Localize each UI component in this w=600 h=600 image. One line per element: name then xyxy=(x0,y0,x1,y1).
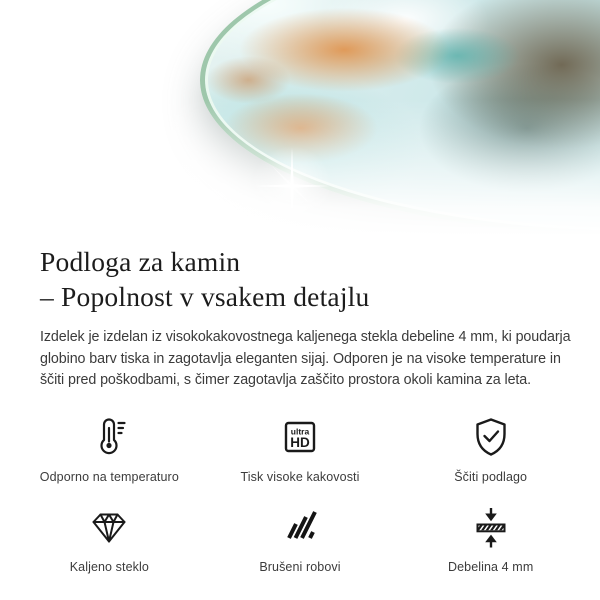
feature-label: Odporno na temperaturo xyxy=(39,469,179,484)
feature-print-quality xyxy=(205,414,396,484)
thickness-icon xyxy=(469,504,513,550)
ultra-hd-icon-text-bottom: HD xyxy=(290,434,310,450)
feature-label: Kaljeno steklo xyxy=(69,559,149,574)
page-title xyxy=(40,236,560,314)
feature-label: Brušeni robovi xyxy=(259,559,341,574)
page-title-line-2: – Popolnost v vsakem detajlu xyxy=(40,281,370,312)
feature-thickness xyxy=(395,504,586,574)
hero-section xyxy=(0,0,600,236)
shield-check-icon xyxy=(469,414,513,460)
feature-protects-base xyxy=(395,414,586,484)
hatched-edge-icon xyxy=(278,504,322,550)
page-title-line-1: Podloga za kamin xyxy=(40,246,241,277)
feature-label: Tisk visoke kakovosti xyxy=(240,469,360,484)
ultra-hd-icon-text-top: ultra xyxy=(290,426,310,437)
product-image-glass-pad xyxy=(200,0,600,236)
ultra-hd-icon xyxy=(278,414,322,460)
features-grid xyxy=(0,414,600,574)
diamond-icon xyxy=(87,504,131,550)
feature-polished-edges xyxy=(205,504,396,574)
product-description: Izdelek je izdelan iz visokokakovostnega kaljenega stekla debeline 4 mm, ki poudarja globino barv tiska in zagotavlja eleganten sijaj. Odporen je na visoke temperature in ščiti pred poškodbami, s čimer zagotavlja zaščito prostora okoli kamina za leta. xyxy=(40,329,571,389)
feature-label: Ščiti podlago xyxy=(454,469,528,484)
feature-temperature xyxy=(14,414,205,484)
feature-label: Debelina 4 mm xyxy=(447,559,534,574)
feature-tempered-glass xyxy=(14,504,205,574)
thermometer-icon xyxy=(87,414,131,460)
